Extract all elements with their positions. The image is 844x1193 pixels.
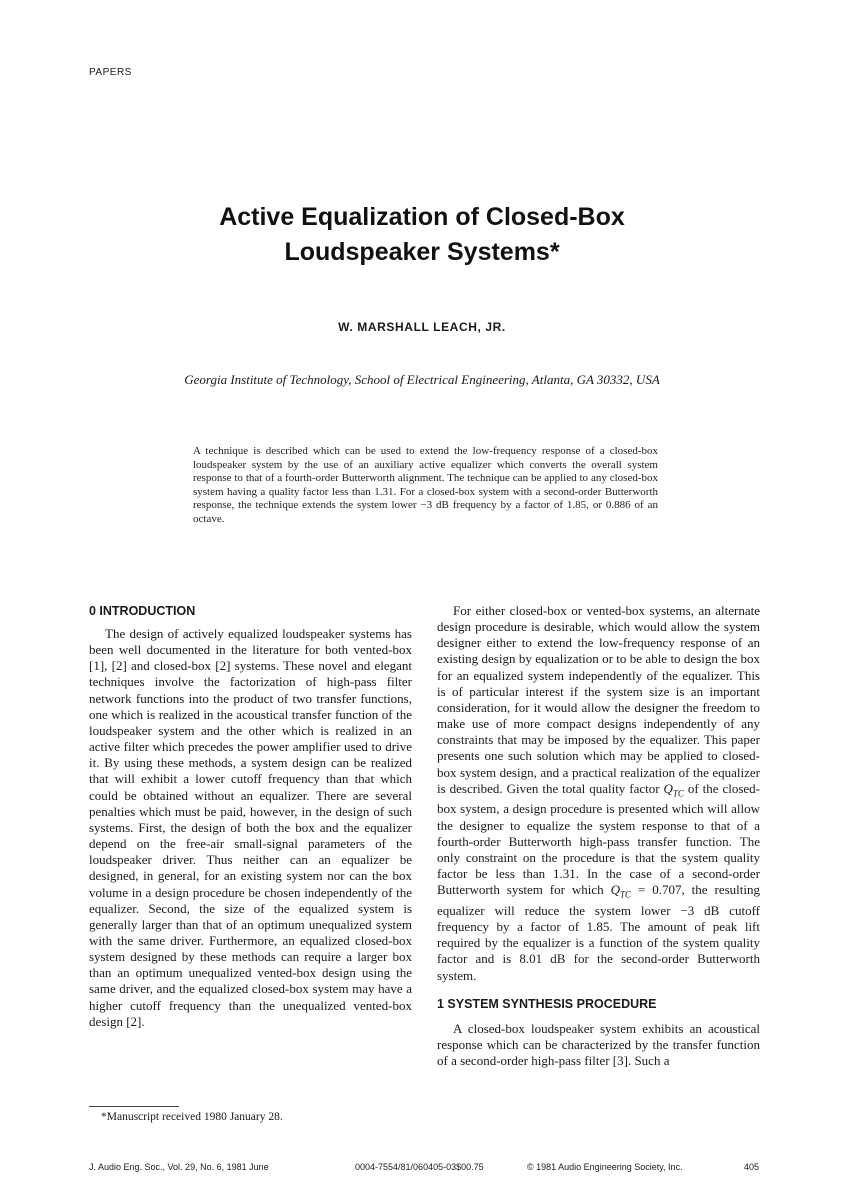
paper-title xyxy=(0,200,844,270)
footer-price-code: 0004-7554/81/060405-03$00.75 xyxy=(355,1162,484,1172)
synthesis-heading: 1 SYSTEM SYNTHESIS PROCEDURE xyxy=(437,996,657,1011)
section-label: PAPERS xyxy=(89,67,132,78)
author-affiliation: Georgia Institute of Technology, School of Electrical Engineering, Atlanta, GA 30332, USA xyxy=(184,372,660,387)
footnote-divider xyxy=(89,1106,179,1107)
q-tc-symbol-2: $Q_{TC}$ xyxy=(610,882,632,900)
introduction-paragraph-1: The design of actively equalized loudspeaker systems has been well documented in the literature for both vented-box [1], [2] and closed-box [2] systems. These novel and elegant techniques involve the factorization of high-pass filter network functions into the product of two transfer functions, one which is realized in the acoustical transfer function of the loudspeaker system and the other which is realized in an active filter which precedes the power amplifier used to drive it. By using these methods, a system design can be realized that will exhibit a lower cutoff frequency than that which could be obtained without an equalizer. There are several penalties which must be paid, however, in the design of such systems. First, the design of both the box and the equalizer depend on the free-air small-signal parameters of the loudspeaker driver. Thus neither can an equalizer be designed, in general, for an existing system nor can the box volume in a design procedure be chosen independently of the equalizer. Second, the size of the equalized system is generally larger than that of an optimum unequalized system with the same driver. Furthermore, an equalized closed-box system designed by these methods can require a larger box than an optimum unequalized vented-box design using the same driver, and the equalized closed-box system may have a higher cutoff frequency than the unequalized vented-box design [2]. xyxy=(89,626,412,1029)
synthesis-paragraph-1: A closed-box loudspeaker system exhibits an acoustical response which can be characterized by the transfer function of a second-order high-pass filter [3]. Such a xyxy=(437,1020,760,1069)
introduction-heading: 0 INTRODUCTION xyxy=(89,604,196,618)
introduction-paragraph-2 xyxy=(437,603,760,984)
left-column xyxy=(89,603,412,1030)
footer-copyright: © 1981 Audio Engineering Society, Inc. xyxy=(527,1162,683,1172)
footnote: *Manuscript received 1980 January 28. xyxy=(101,1111,283,1123)
title-line-1: Active Equalization of Closed-Box xyxy=(219,203,625,231)
author-name: W. MARSHALL LEACH, JR. xyxy=(338,320,506,334)
paragraph-2-part-c: = 0.707, the resulting equalizer will reduce the system lower −3 dB cutoff frequency by a factor of 1.85. The amount of peak lift required by the equalizer is a function of the system quality factor and is 8.01 dB for the second-order Butterworth system. xyxy=(437,882,760,983)
paragraph-2-part-a: For either closed-box or vented-box systems, an alternate design procedure is desirable, which would allow the system designer either to extend the low-frequency response of an existing design by equalization or to be able to design the box for an equalized system independently of the equalizer. This is of particular interest if the system size is an important consideration, for it would allow the designer the freedom to make use of more compact designs independently of any constraints that may be imposed by the equalizer. This paper presents one such solution which may be applied to closed-box system design, and a practical realization of the equalizer is described. Given the total quality factor xyxy=(437,603,760,796)
title-line-2: Loudspeaker Systems* xyxy=(284,238,560,266)
page-number: 405 xyxy=(744,1162,760,1172)
right-column xyxy=(437,603,760,1069)
footer-journal-citation: J. Audio Eng. Soc., Vol. 29, No. 6, 1981 June xyxy=(89,1162,269,1172)
q-tc-symbol: $Q_{TC}$ xyxy=(663,780,684,799)
paragraph-2-part-b: of the closed-box system, a design procedure is presented which will allow the designer to equalize the system response to that of a fourth-order Butterworth high-pass transfer function. The only constraint on the procedure is that the system quality factor be less than 1.31. In the case of a second-order Butterworth system for which xyxy=(437,780,760,898)
abstract: A technique is described which can be used to extend the low-frequency response of a closed-box loudspeaker system by the use of an auxiliary active equalizer which converts the overall system response to that of a fourth-order Butterworth alignment. The technique can be applied to any closed-box system having a quality factor less than 1.31. For a closed-box system with a second-order Butterworth response, the technique extends the system lower −3 dB frequency by a factor of 1.85, or 0.886 of an octave. xyxy=(193,445,658,525)
